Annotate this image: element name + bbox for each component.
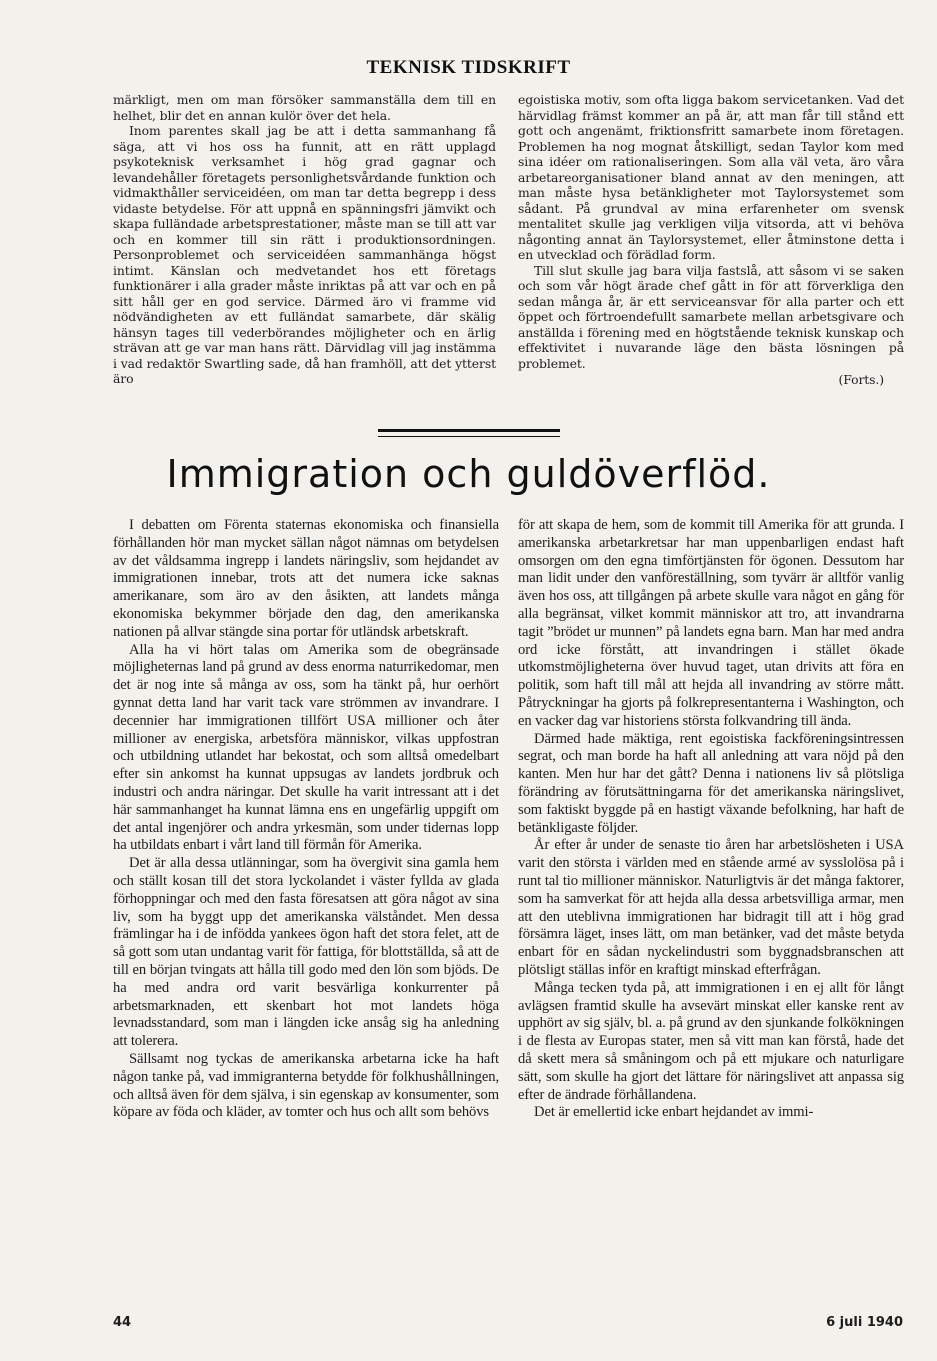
- section-divider: [378, 429, 560, 437]
- top-right-column: [518, 92, 904, 388]
- article-paragraph: År efter år under de senaste tio åren har arbetslösheten i USA varit den största i världen med en stående armé av sysslolösa på i runt tal tio millioner människor. Naturligtvis är det många faktorer, som ha samverkat för att hejda alla dessa arbetsvilliga armar, men att den uteblivna immigrationen har bidragit till att i hög grad försämra läget, inses lätt, om man betänker, vad det måste betyda enbart för en sådan nyckelindustri som byggnadsbranschen att plötsligt ställas inför en kraftigt minskad efterfrågan.: [518, 837, 904, 978]
- top-left-paragraph-2: Inom parentes skall jag be att i detta sammanhang få säga, att vi hos oss ha funnit, att en rätt upplagd psykoteknisk verksamhet i hög grad gagnar och levandehåller företagets personlighetsvårdande funktion och vidmakthåller serviceidéen, om man tar detta begrepp i dess vidaste betydelse. För att uppnå en spänningsfri jämvikt och skapa fulländade arbetsprestationer, måste man se till att var och en kommer till sin rätt i produktionsordningen. Personproblemet och serviceidéen sammanhänga högst intimt. Känslan och medvetandet hos ett företags funktionärer i alla grader måste inriktas på att var och en på sitt håll ger en god service. Därmed äro vi framme vid nödvändigheten av ett fulländat samarbete, där skälig hänsyn tages till vederbörandes möjligheter och en ärlig strävan att ge var man hans rätt. Därvidlag vill jag instämma i vad redaktör Swartling sade, då han framhöll, att det ytterst äro: [113, 123, 496, 386]
- article-paragraph: I debatten om Förenta staternas ekonomiska och finansiella förhållanden hör man mycket sällan något nämnas om betydelsen av det våldsamma ingrepp i landets näringsliv, som hejdandet av immigrationen innebar, trots att det numera icke saknas amerikanare, som äro av den åsikten, att landets många ekonomiska bekymmer började den dag, den amerikanska nationen på allvar stängde sina portar för utländsk arbetskraft.: [113, 517, 499, 640]
- article-paragraph: Det är emellertid icke enbart hejdandet av immi-: [534, 1104, 814, 1121]
- masthead: TEKNISK TIDSKRIFT: [366, 57, 571, 78]
- article-left-column: [113, 517, 499, 1122]
- article-paragraph: Sällsamt nog tyckas de amerikanska arbetarna icke ha haft någon tanke på, vad immigranterna betydde för folkhushållningen, och alltså även för dem själva, i sin egenskap av konsumenter, som köpare av föda och kläder, av tomter och hus och allt som behövs: [113, 1050, 499, 1121]
- article-paragraph: för att skapa de hem, som de kommit till Amerika för att grunda. I amerikanska arbetarkretsar har man uppenbarligen endast haft omsorgen om den egna timförtjänsten för ögonen. Dessutom har man lidit under den vanföreställning, som tyvärr är alltför vanlig även hos oss, att tillgången på arbete skulle vara något en gång för alla begränsat, vilket kommit människor att tro, att invandrarna tagit ”brödet ur munnen” på landets egna barn. Man har med andra ord icke förstått, att invandringen i stället ökade utkomstmöjligheterna över huvud taget, utan drivits att föra en politik, som haft till mål att hejda all invandring av större mått. Påtryckningar ha gjorts på folkrepresentanterna i Washington, och en vacker dag var historiens största folkvandring till ända.: [518, 517, 904, 729]
- continued-note: (Forts.): [838, 372, 884, 387]
- top-left-paragraph-1: märkligt, men om man försöker sammanställa dem till en helhet, blir det en annan kulör över det hela.: [113, 92, 496, 123]
- top-left-column: [113, 92, 496, 387]
- article-paragraph: Det är alla dessa utlänningar, som ha övergivit sina gamla hem och ställt kosan till det stora lyckolandet i väster fyllda av glada förhoppningar och med den fasta föresatsen att göra något av sina liv, som ha byggt upp det amerikanska välståndet. Men dessa främlingar ha i de infödda yankees ögon haft det stora felet, att de så gott som utan undantag varit för fattiga, för blottställda, så att de till en början tvingats att hålla till godo med den lön som bjöds. De ha med andra ord varit besvärliga konkurrenter på arbetsmarknaden, ett skenbart hot mot landets höga levnadsstandard, som man i längden icke ansåg sig ha anledning att tolerera.: [113, 855, 499, 1050]
- article-paragraph: Därmed hade mäktiga, rent egoistiska fackföreningsintressen segrat, och man borde ha haft all anledning att vara nöjd på den kanten. Men hur har det gått? Denna i nationens liv så plötsliga förändring av förutsättningarna för det amerikanska näringslivet, som faktiskt byggde på en hastigt växande befolkning, har haft de betänkligaste följder.: [518, 730, 904, 836]
- top-right-paragraph-1: egoistiska motiv, som ofta ligga bakom servicetanken. Vad det härvidlag främst kommer an på är, att man får till stånd ett gott och angenämt, friktionsfritt samarbete inom företagen. Problemen ha nog mognat åtskilligt, sedan Taylor kom med sina idéer om rationaliseringen. Som alla väl veta, äro våra arbetareorganisationer bland annat av den meningen, att man måste hysa betänkligheter mot Taylorsystemet som sådant. På grundval av mina erfarenheter om svensk mentalitet skulle jag verkligen vilja vitsorda, att vi behöva någonting annat än Taylorsystemet, eller åtminstone detta i en utvecklad och förädlad form.: [518, 92, 904, 262]
- page-number: 44: [113, 1315, 132, 1330]
- article-headline: Immigration och guldöverflöd.: [166, 452, 771, 496]
- issue-date: 6 juli 1940: [826, 1315, 903, 1330]
- article-paragraph: Alla ha vi hört talas om Amerika som de obegränsade möjligheternas land på grund av dess enorma naturrikedomar, men det är nog inte så många av oss, som ha tänkt på, hur oerhört gynnat detta land har varit tack vare strömmen av invandrare. I decennier har immigrationen tillfört USA millioner och åter millioner av energiska, arbetsföra människor, vilkas uppfostran och utbildning utlandet har bekostat, och som alltså omedelbart efter sin ankomst ha kunnat uppsugas av landets jordbruk och industri och andra näringar. Det skulle ha varit intressant att i det här sammanhanget ha kunnat lämna ens en ungefärlig uppgift om det antal ingenjörer och andra yrkesmän, som under tidernas lopp ha utbildats enbart i vårt land till förmån för Amerika.: [113, 641, 499, 854]
- article-paragraph: Många tecken tyda på, att immigrationen i en ej allt för långt avlägsen framtid skulle ha avsevärt minskat eller kanske rent av upphört av sig själv, bl. a. på grund av den sjunkande folkökningen i de flesta av Europas stater, men så vitt man kan förstå, hade det då skett mera så småningom och på ett mjukare och naturligare sätt, som skulle ha gjort det lättare för näringslivet att anpassa sig efter de ändrade förhållandena.: [518, 979, 904, 1103]
- article-right-column: [518, 517, 904, 1122]
- top-right-paragraph-2: Till slut skulle jag bara vilja fastslå, att såsom vi se saken och som vår högt ärade chef gått in för att förverkliga den sedan många år, är ett serviceansvar för alla parter och ett öppet och förtroendefullt samarbete mellan arbetsgivare och anställda i förening med en högtstående teknisk kunskap och effektivitet i nuvarande läge den bästa lösningen på problemet.: [518, 262, 904, 371]
